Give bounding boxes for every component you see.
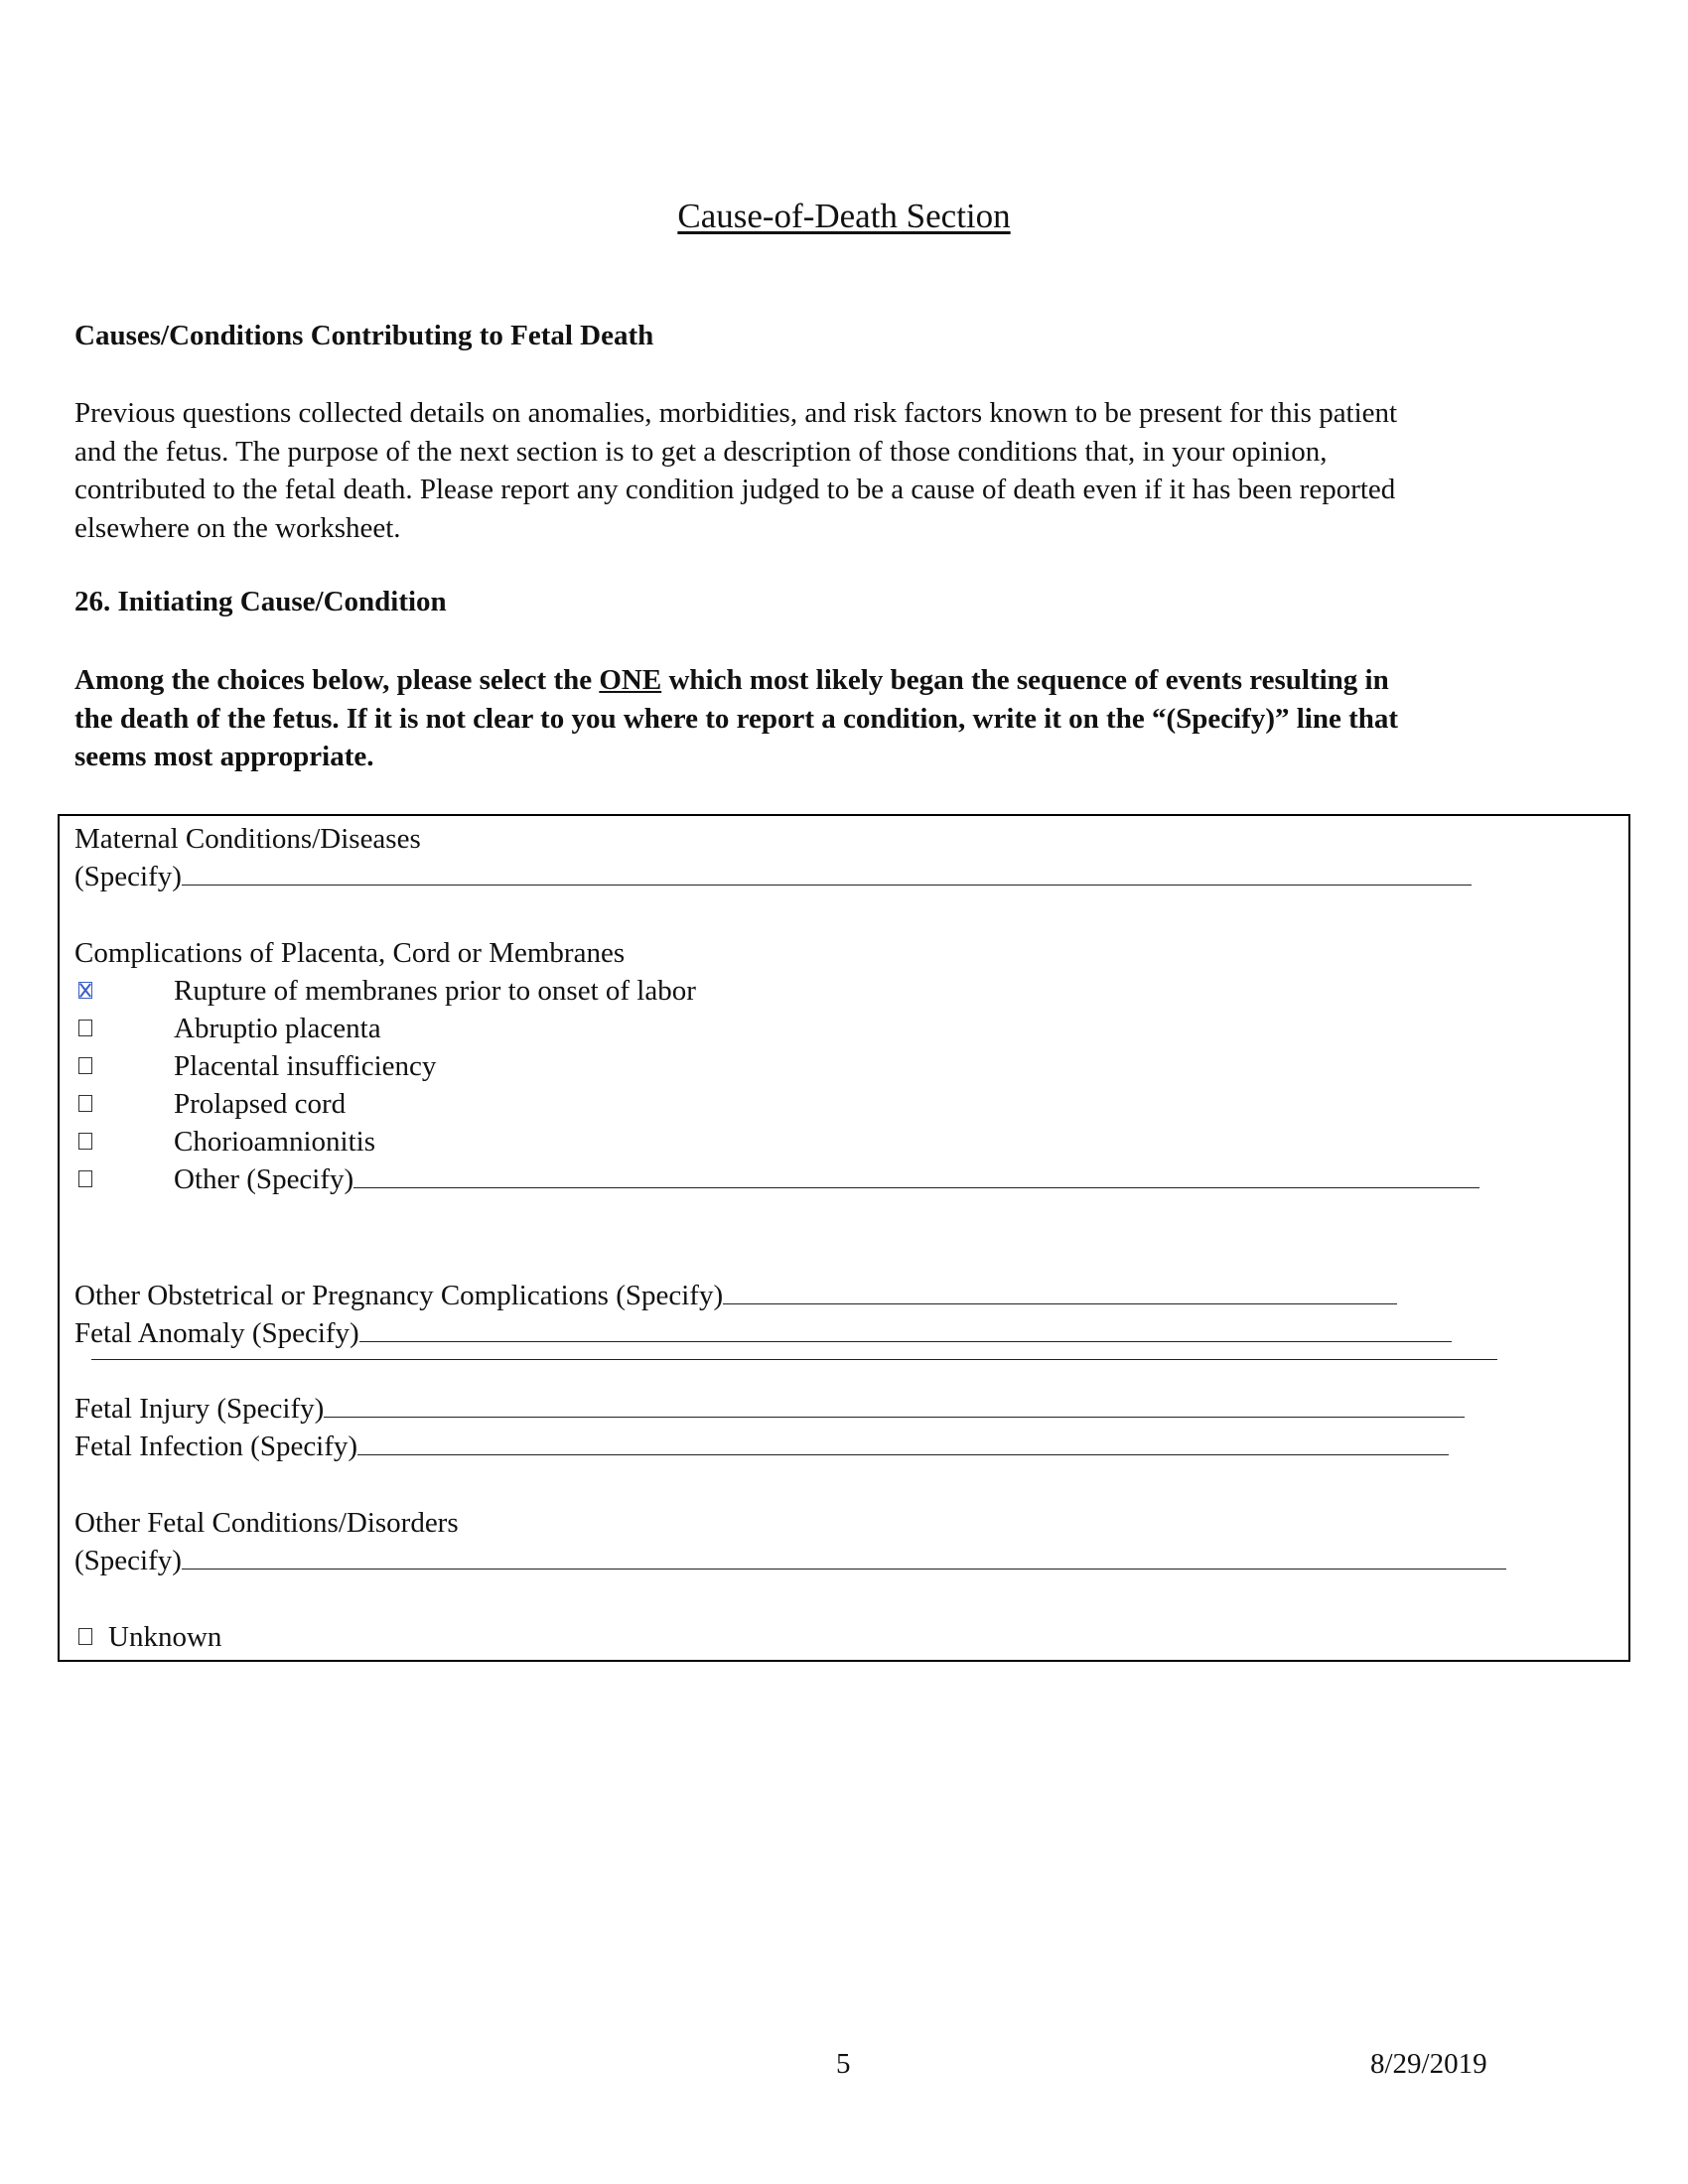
placenta-label: Complications of Placenta, Cord or Membranes (74, 937, 626, 969)
intro-paragraph (74, 394, 1623, 547)
question-heading: 26. Initiating Cause/Condition (74, 586, 447, 617)
checkbox-checked[interactable] (78, 982, 92, 999)
fetal-infection-input[interactable] (357, 1428, 1449, 1455)
footer-date: 8/29/2019 (1370, 2048, 1487, 2080)
option-label: Placental insufficiency (174, 1050, 437, 1082)
other-obstetrical-input[interactable] (723, 1277, 1397, 1304)
other-obstetrical-row (74, 1277, 1397, 1314)
fetal-injury-input[interactable] (324, 1390, 1465, 1418)
intro-line: Previous questions collected details on anomalies, morbidities, and risk factors known to be present for this patient (74, 397, 1398, 429)
maternal-label: Maternal Conditions/Diseases (74, 823, 421, 855)
checkbox[interactable] (78, 1057, 92, 1074)
fetal-anomaly-row (74, 1314, 1452, 1352)
instruction-emphasis: ONE (599, 664, 662, 696)
option-label: Abruptio placenta (174, 1013, 381, 1044)
page-number: 5 (836, 2048, 851, 2080)
checkbox[interactable] (78, 1133, 92, 1150)
fetal-injury-row (74, 1390, 1465, 1428)
placenta-other-specify-input[interactable] (353, 1160, 1479, 1188)
instruction-line-3: seems most appropriate. (74, 741, 374, 772)
maternal-specify-label: (Specify) (74, 861, 182, 892)
intro-line: elsewhere on the worksheet. (74, 511, 401, 544)
instruction-text: Among the choices below, please select the (74, 664, 600, 696)
other-fetal-specify-row (74, 1542, 1506, 1579)
other-obstetrical-label: Other Obstetrical or Pregnancy Complications (Specify) (74, 1280, 724, 1311)
fetal-anomaly-continuation-line[interactable] (91, 1359, 1497, 1360)
other-fetal-label: Other Fetal Conditions/Disorders (74, 1507, 459, 1539)
other-fetal-specify-input[interactable] (182, 1542, 1506, 1570)
section-heading: Causes/Conditions Contributing to Fetal Death (74, 320, 654, 351)
checkbox[interactable] (78, 1628, 92, 1645)
option-label: Prolapsed cord (174, 1088, 347, 1120)
instruction (74, 661, 1398, 776)
maternal-specify-input[interactable] (182, 858, 1472, 886)
unknown-label: Unknown (108, 1621, 222, 1653)
checkbox[interactable] (78, 1170, 92, 1187)
option-label: Rupture of membranes prior to onset of labor (174, 975, 696, 1007)
fetal-injury-label: Fetal Injury (Specify) (74, 1393, 325, 1425)
page-title: Cause-of-Death Section (677, 197, 1011, 235)
checkbox[interactable] (78, 1020, 92, 1036)
instruction-line-1 (74, 661, 1398, 700)
other-fetal-specify-label: (Specify) (74, 1545, 182, 1576)
checkbox[interactable] (78, 1095, 92, 1112)
intro-line: and the fetus. The purpose of the next section is to get a description of those conditions that, in your opinion, (74, 435, 1328, 468)
maternal-specify-row (74, 858, 1472, 895)
option-label: Chorioamnionitis (174, 1126, 375, 1158)
option-label (174, 1160, 1479, 1198)
fetal-anomaly-input[interactable] (359, 1314, 1452, 1342)
fetal-infection-label: Fetal Infection (Specify) (74, 1431, 358, 1462)
fetal-infection-row (74, 1428, 1449, 1465)
instruction-text: which most likely began the sequence of events resulting in (661, 664, 1389, 696)
instruction-line-2: the death of the fetus. If it is not clear to you where to report a condition, write it on the “(Specify)” line that (74, 702, 1399, 735)
intro-line: contributed to the fetal death. Please report any condition judged to be a cause of death even if it has been reported (74, 474, 1396, 505)
option-other-label: Other (Specify) (174, 1163, 354, 1195)
fetal-anomaly-label: Fetal Anomaly (Specify) (74, 1317, 359, 1349)
